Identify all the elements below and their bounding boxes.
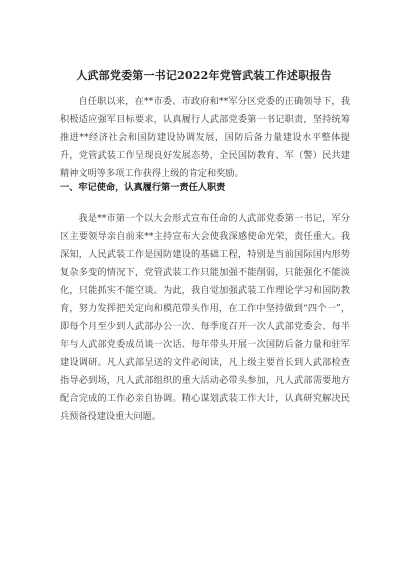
intro-paragraph: 自任职以来，在**市委、市政府和**军分区党委的正确领导下，我积极适应强军目标要求，认真履行人武部党委第一书记职责，坚持统筹推进**经济社会和国防建设协调发展，国防后备力量建设水平整体提升，党管武装工作呈现良好发展态势，全民国防教育、军（警）民共建精神文明等多项工作获得上级的肯定和奖励。 [60,96,350,179]
section-paragraph: 我是**市第一个以大会形式宣布任命的人武部党委第一书记，军分区主要领导亲自前来**主持宣布大会使我深感使命光荣，责任重大。我深知，人民武装工作是国防建设的基础工程，特别是当前国际国内形势复杂多变的情况下，党管武装工作只能加强不能削弱，只能强化不能淡化，只能抓实不能空谈。为此，我自觉加强武装工作理论学习和国防教育，努力发挥把关定向和模范带头作用，在工作中坚持做到“四个一”，即每个月至少到人武部办公一次、每季度召开一次人武部党委会、每半年与人武部党委成员谈一次话、每年带头开展一次国防后备力量和驻军建设调研。凡人武部呈送的文件必阅读，凡上级主要首长到人武部检查指导必到场，凡人武部组织的重大活动必带头参加，凡人武部需要地方配合完成的工作必亲自协调。精心谋划武装工作大计，认真研究解决民兵预备役建设重大问题。 [60,213,350,422]
document-title: 人武部党委第一书记2022年党管武装工作述职报告 [76,69,332,82]
section-heading: 一、牢记使命，认真履行第一责任人职责 [60,182,226,193]
